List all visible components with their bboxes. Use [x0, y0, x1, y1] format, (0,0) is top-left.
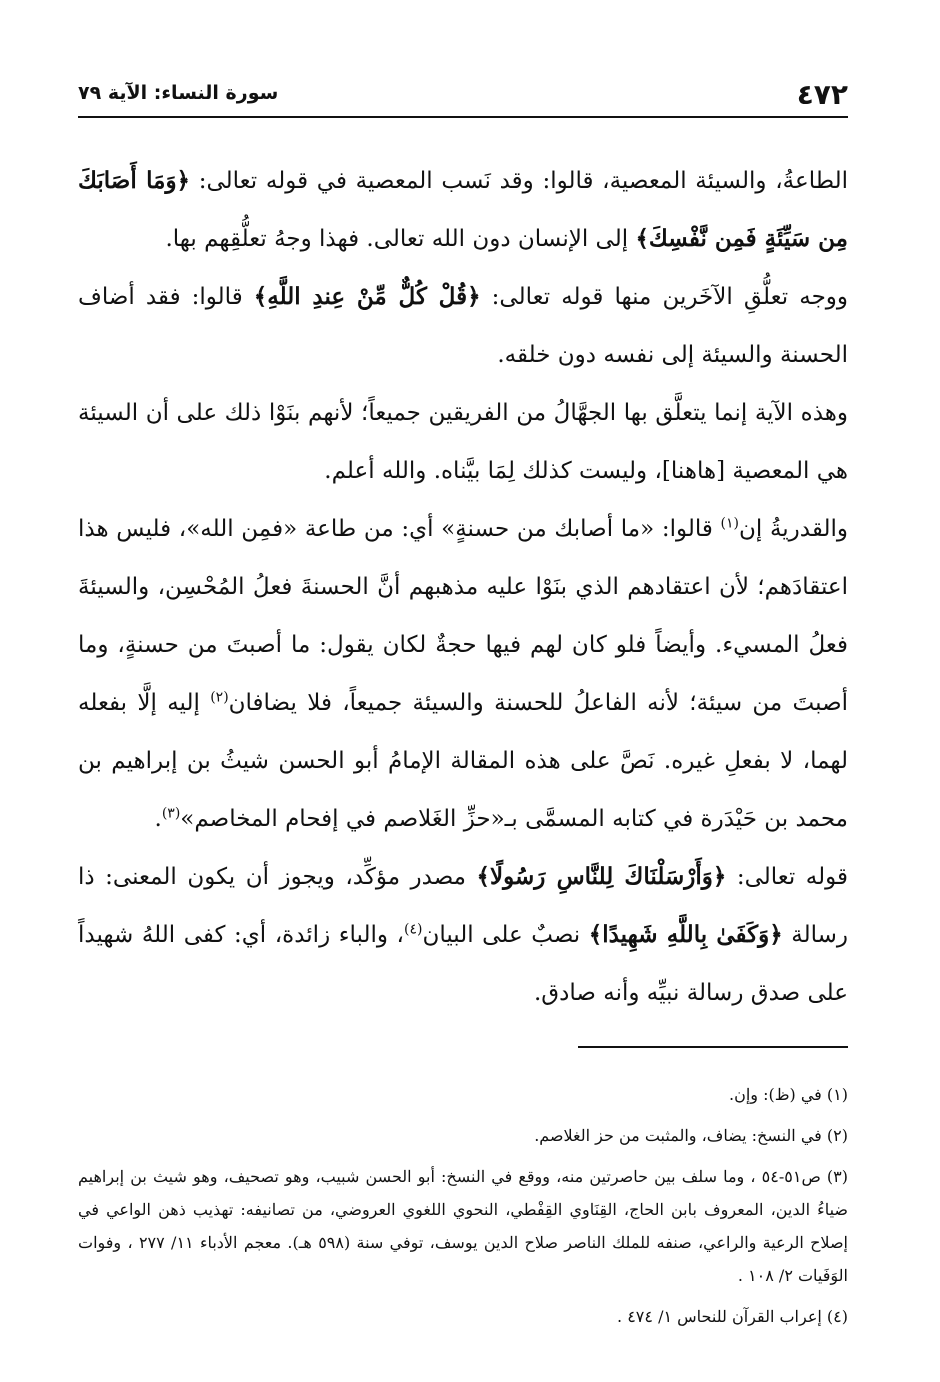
footnote-4: (٤) إعراب القرآن للنحاس ١/ ٤٧٤ .	[617, 1307, 848, 1326]
quran-verse: ﴿قُلْ كُلٌّ مِّنْ عِندِ اللَّهِ﴾	[253, 283, 481, 310]
quran-verse: ﴿وَمَا أَصَابَكَ مِن سَيِّئَةٍ فَمِن نَّفْسِكَ﴾	[78, 167, 848, 252]
text-segment: قالوا: فقد أضاف الحسنة والسيئة إلى نفسه دون خلقه.	[78, 284, 848, 368]
quran-verse: ﴿وَأَرْسَلْنَاكَ لِلنَّاسِ رَسُولًا﴾	[476, 863, 727, 890]
footnote-ref-1[interactable]: (١)	[720, 515, 739, 532]
quran-verse: ﴿وَكَفَىٰ بِاللَّهِ شَهِيدًا﴾	[588, 921, 783, 948]
text-segment: نصبٌ على البيان	[422, 922, 589, 948]
text-segment: الطاعةُ، والسيئة المعصية، قالوا: وقد نَسب المعصية في قوله تعالى:	[190, 168, 848, 194]
text-segment: .	[154, 806, 162, 832]
footnote-1: (١) في (ظ): وإن.	[728, 1085, 848, 1104]
page-header	[78, 70, 848, 118]
running-title: سورة النساء: الآية ٧٩	[78, 82, 279, 104]
text-segment: والقدريةُ إن	[739, 516, 848, 542]
text-segment: إليه إلَّا بفعله لهما، لا بفعلِ غيره. نَصَّ على هذه المقالة الإمامُ أبو الحسن شيثُ بن إبراهيم بن محمد بن حَيْدَرة في كتابه المسمَّى بـ«حزِّ الغَلاصم في إفحام المخاصم»	[78, 690, 848, 832]
paragraph-3: وهذه الآية إنما يتعلَّق بها الجهَّالُ من الفريقين جميعاً؛ لأنهم بنَوْا ذلك على أن السيئة هي المعصية [هاهنا]، وليست كذلك لِمَا بيَّناه. والله أعلم.	[78, 400, 848, 484]
text-segment: ووجه تعلُّقِ الآخَرين منها قوله تعالى:	[480, 284, 849, 310]
footnote-separator	[578, 1046, 848, 1048]
text-segment: مصدر مؤكِّد، ويجوز أن يكون المعنى: ذا رسالة	[78, 864, 848, 948]
footnote-ref-4[interactable]: (٤)	[403, 921, 423, 938]
text-segment: ، والباء زائدة، أي: كفى اللهُ شهيداً على صدق رسالة نبيِّه وأنه صادق.	[78, 922, 848, 1006]
footnote-3: (٣) ص٥١-٥٤ ، وما سلف بين حاصرتين منه، ووقع في النسخ: أبو الحسن شبيب، وهو تصحيف، وهو شيث بن إبراهيم ضياءُ الدين، المعروف بابن الحاج، القِنَاوي القِفْطي، النحوي اللغوي العروضي، من تصانيفه: تهذيب ذهن الواعي في إصلاح الرعية والراعي، صنفه للملك الناصر صلاح الدين يوسف، توفي سنة (٥٩٨ هـ). معجم الأدباء ١١/ ٢٧٧ ، وفوات الوَفَيات ٢/ ١٠٨ .	[78, 1167, 849, 1285]
footnote-ref-3[interactable]: (٣)	[161, 805, 181, 822]
paragraph-2	[78, 268, 848, 384]
text-segment: قوله تعالى:	[726, 864, 848, 890]
book-page	[78, 70, 848, 1341]
main-text	[78, 152, 848, 1022]
text-segment: إلى الإنسان دون الله تعالى. فهذا وجهُ تعلُّقِهم بها.	[165, 226, 636, 252]
footnote-2: (٢) في النسخ: يضاف، والمثبت من حز الغلاصم.	[534, 1126, 848, 1145]
footnotes	[78, 1078, 848, 1333]
paragraph-5	[78, 848, 848, 1022]
paragraph-4	[78, 500, 848, 848]
paragraph-1	[78, 152, 848, 268]
footnote-ref-2[interactable]: (٢)	[210, 689, 229, 706]
page-number: ٤٧٢	[796, 78, 848, 111]
text-segment: قالوا: «ما أصابك من حسنةٍ» أي: من طاعة «فمِن الله»، فليس هذا اعتقادَهم؛ لأن اعتقادهم الذي بنَوْا عليه مذهبهم أنَّ الحسنةَ فعلُ المُحْسِن، والسيئةَ فعلُ المسيء. وأيضاً فلو كان لهم فيها حجةٌ لكان يقول: ما أصبتَ من حسنةٍ، وما أصبتَ من سيئة؛ لأنه الفاعلُ للحسنة والسيئة جميعاً، فلا يضافان	[78, 516, 848, 716]
